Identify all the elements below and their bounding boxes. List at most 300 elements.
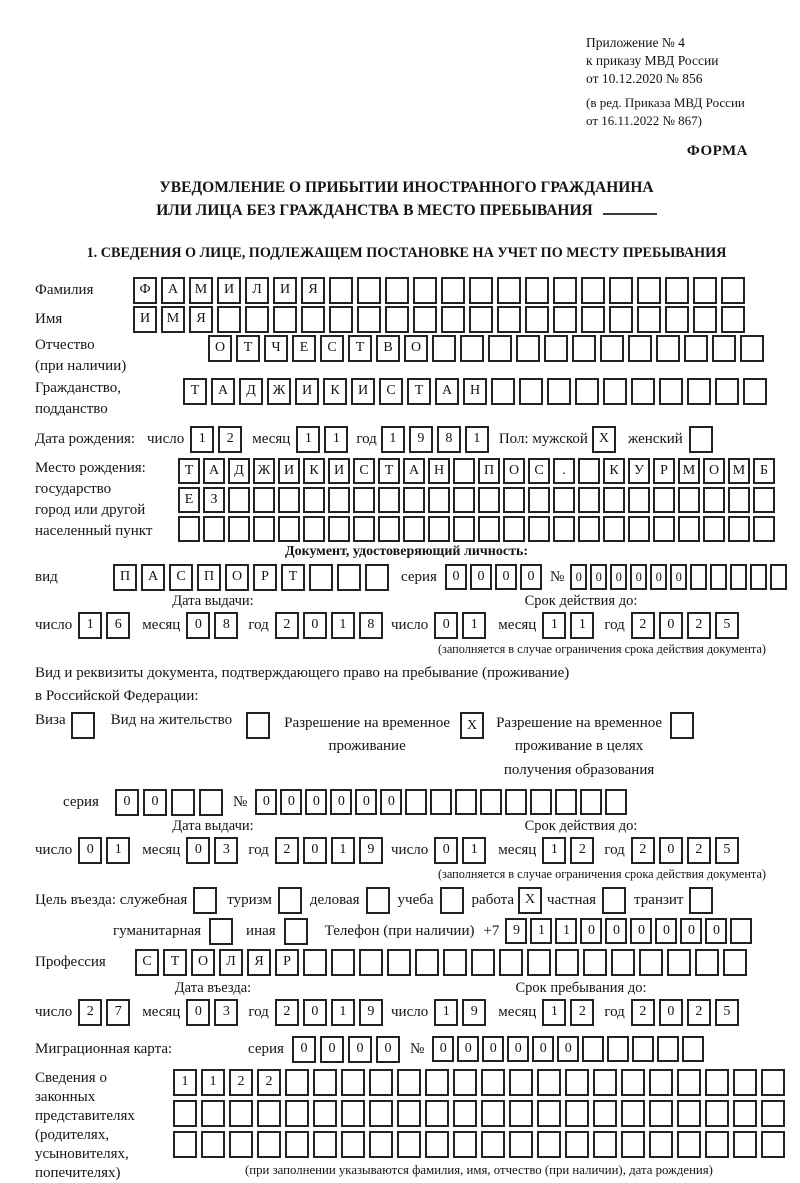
checkbox-sex-male[interactable]: X: [592, 426, 616, 453]
char-box[interactable]: [730, 564, 747, 590]
char-box[interactable]: 0: [292, 1036, 316, 1063]
char-box[interactable]: 2: [275, 837, 299, 864]
char-box[interactable]: [632, 1036, 654, 1062]
char-box[interactable]: [593, 1069, 617, 1096]
char-box[interactable]: 1: [106, 837, 130, 864]
char-box[interactable]: [385, 306, 409, 333]
char-box[interactable]: 0: [630, 564, 647, 590]
char-box[interactable]: [353, 487, 375, 513]
char-box[interactable]: [481, 1069, 505, 1096]
char-box[interactable]: [428, 487, 450, 513]
char-box[interactable]: [453, 516, 475, 542]
char-box[interactable]: Т: [378, 458, 400, 484]
char-box[interactable]: [572, 335, 596, 362]
char-box[interactable]: [413, 277, 437, 304]
char-box[interactable]: 0: [520, 564, 542, 590]
char-box[interactable]: [728, 487, 750, 513]
char-box[interactable]: 0: [650, 564, 667, 590]
char-box[interactable]: [703, 487, 725, 513]
char-box[interactable]: О: [191, 949, 215, 976]
char-box[interactable]: 0: [670, 564, 687, 590]
checkbox-purpose-official[interactable]: [193, 887, 217, 914]
char-box[interactable]: З: [203, 487, 225, 513]
char-box[interactable]: 0: [434, 612, 458, 639]
char-box[interactable]: [301, 306, 325, 333]
char-box[interactable]: [455, 789, 477, 815]
char-box[interactable]: [313, 1069, 337, 1096]
char-box[interactable]: Л: [219, 949, 243, 976]
char-box[interactable]: [203, 516, 225, 542]
char-box[interactable]: И: [217, 277, 241, 304]
char-box[interactable]: 0: [655, 918, 677, 944]
char-box[interactable]: [228, 487, 250, 513]
char-box[interactable]: [178, 516, 200, 542]
char-box[interactable]: 2: [631, 999, 655, 1026]
char-box[interactable]: [229, 1131, 253, 1158]
char-box[interactable]: [705, 1069, 729, 1096]
char-box[interactable]: 2: [570, 837, 594, 864]
char-box[interactable]: [649, 1100, 673, 1127]
char-box[interactable]: 2: [275, 612, 299, 639]
char-box[interactable]: П: [197, 564, 221, 591]
char-box[interactable]: [341, 1069, 365, 1096]
char-box[interactable]: [603, 378, 627, 405]
char-box[interactable]: [682, 1036, 704, 1062]
char-box[interactable]: 0: [532, 1036, 554, 1062]
char-box[interactable]: О: [225, 564, 249, 591]
char-box[interactable]: [665, 306, 689, 333]
char-box[interactable]: 0: [659, 612, 683, 639]
char-box[interactable]: [695, 949, 719, 976]
char-box[interactable]: [653, 487, 675, 513]
char-box[interactable]: [397, 1131, 421, 1158]
char-box[interactable]: 1: [530, 918, 552, 944]
char-box[interactable]: [378, 487, 400, 513]
char-box[interactable]: [257, 1131, 281, 1158]
char-box[interactable]: [329, 306, 353, 333]
char-box[interactable]: А: [211, 378, 235, 405]
checkbox-temp-residence[interactable]: X: [460, 712, 484, 739]
char-box[interactable]: [690, 564, 707, 590]
char-box[interactable]: [303, 516, 325, 542]
char-box[interactable]: 0: [705, 918, 727, 944]
char-box[interactable]: 2: [631, 837, 655, 864]
char-box[interactable]: [553, 277, 577, 304]
char-box[interactable]: [432, 335, 456, 362]
char-box[interactable]: [519, 378, 543, 405]
char-box[interactable]: 0: [570, 564, 587, 590]
char-box[interactable]: [460, 335, 484, 362]
char-box[interactable]: А: [161, 277, 185, 304]
char-box[interactable]: 0: [432, 1036, 454, 1062]
char-box[interactable]: О: [503, 458, 525, 484]
char-box[interactable]: [628, 335, 652, 362]
char-box[interactable]: [173, 1100, 197, 1127]
char-box[interactable]: [385, 277, 409, 304]
char-box[interactable]: 0: [320, 1036, 344, 1063]
char-box[interactable]: Т: [178, 458, 200, 484]
char-box[interactable]: 0: [186, 837, 210, 864]
char-box[interactable]: [497, 277, 521, 304]
char-box[interactable]: [425, 1131, 449, 1158]
char-box[interactable]: И: [133, 306, 157, 333]
char-box[interactable]: 1: [331, 837, 355, 864]
char-box[interactable]: [678, 487, 700, 513]
char-box[interactable]: 1: [190, 426, 214, 453]
char-box[interactable]: [628, 516, 650, 542]
char-box[interactable]: [201, 1100, 225, 1127]
char-box[interactable]: П: [113, 564, 137, 591]
char-box[interactable]: 1: [78, 612, 102, 639]
char-box[interactable]: 1: [434, 999, 458, 1026]
char-box[interactable]: Ж: [267, 378, 291, 405]
char-box[interactable]: 0: [355, 789, 377, 815]
char-box[interactable]: [733, 1069, 757, 1096]
char-box[interactable]: 2: [687, 999, 711, 1026]
char-box[interactable]: [578, 458, 600, 484]
char-box[interactable]: [761, 1069, 785, 1096]
char-box[interactable]: [656, 335, 680, 362]
char-box[interactable]: [285, 1100, 309, 1127]
char-box[interactable]: [639, 949, 663, 976]
char-box[interactable]: 0: [330, 789, 352, 815]
char-box[interactable]: [605, 789, 627, 815]
char-box[interactable]: [369, 1131, 393, 1158]
char-box[interactable]: [303, 487, 325, 513]
char-box[interactable]: [328, 516, 350, 542]
char-box[interactable]: [469, 306, 493, 333]
char-box[interactable]: [403, 516, 425, 542]
char-box[interactable]: Д: [228, 458, 250, 484]
char-box[interactable]: [753, 516, 775, 542]
char-box[interactable]: С: [135, 949, 159, 976]
char-box[interactable]: 0: [78, 837, 102, 864]
char-box[interactable]: [621, 1100, 645, 1127]
char-box[interactable]: [603, 516, 625, 542]
char-box[interactable]: С: [528, 458, 550, 484]
char-box[interactable]: [637, 306, 661, 333]
char-box[interactable]: [710, 564, 727, 590]
char-box[interactable]: [607, 1036, 629, 1062]
char-box[interactable]: 9: [409, 426, 433, 453]
char-box[interactable]: И: [278, 458, 300, 484]
char-box[interactable]: 2: [275, 999, 299, 1026]
char-box[interactable]: [503, 487, 525, 513]
char-box[interactable]: Н: [428, 458, 450, 484]
char-box[interactable]: [530, 789, 552, 815]
char-box[interactable]: [537, 1069, 561, 1096]
char-box[interactable]: 2: [229, 1069, 253, 1096]
char-box[interactable]: [665, 277, 689, 304]
char-box[interactable]: 5: [715, 612, 739, 639]
char-box[interactable]: [578, 487, 600, 513]
char-box[interactable]: [415, 949, 439, 976]
char-box[interactable]: [413, 306, 437, 333]
char-box[interactable]: И: [273, 277, 297, 304]
char-box[interactable]: 1: [570, 612, 594, 639]
char-box[interactable]: Е: [178, 487, 200, 513]
char-box[interactable]: [491, 378, 515, 405]
char-box[interactable]: [693, 277, 717, 304]
char-box[interactable]: О: [208, 335, 232, 362]
char-box[interactable]: [581, 306, 605, 333]
char-box[interactable]: [441, 277, 465, 304]
char-box[interactable]: [631, 378, 655, 405]
char-box[interactable]: [761, 1100, 785, 1127]
char-box[interactable]: [313, 1131, 337, 1158]
checkbox-temp-residence-education[interactable]: [670, 712, 694, 739]
char-box[interactable]: [499, 949, 523, 976]
char-box[interactable]: [528, 516, 550, 542]
char-box[interactable]: [621, 1131, 645, 1158]
char-box[interactable]: [505, 789, 527, 815]
char-box[interactable]: [527, 949, 551, 976]
char-box[interactable]: Е: [292, 335, 316, 362]
char-box[interactable]: [229, 1100, 253, 1127]
char-box[interactable]: К: [303, 458, 325, 484]
char-box[interactable]: Д: [239, 378, 263, 405]
char-box[interactable]: Я: [189, 306, 213, 333]
char-box[interactable]: М: [678, 458, 700, 484]
char-box[interactable]: 2: [218, 426, 242, 453]
char-box[interactable]: С: [379, 378, 403, 405]
char-box[interactable]: 0: [507, 1036, 529, 1062]
char-box[interactable]: 2: [687, 612, 711, 639]
char-box[interactable]: [403, 487, 425, 513]
char-box[interactable]: 9: [462, 999, 486, 1026]
char-box[interactable]: [328, 487, 350, 513]
char-box[interactable]: [425, 1100, 449, 1127]
char-box[interactable]: [369, 1100, 393, 1127]
char-box[interactable]: [443, 949, 467, 976]
char-box[interactable]: [730, 918, 752, 944]
char-box[interactable]: Т: [163, 949, 187, 976]
char-box[interactable]: [537, 1100, 561, 1127]
char-box[interactable]: 1: [331, 999, 355, 1026]
char-box[interactable]: 2: [78, 999, 102, 1026]
char-box[interactable]: 9: [505, 918, 527, 944]
char-box[interactable]: [478, 516, 500, 542]
char-box[interactable]: [201, 1131, 225, 1158]
char-box[interactable]: [750, 564, 767, 590]
char-box[interactable]: 5: [715, 999, 739, 1026]
char-box[interactable]: Р: [253, 564, 277, 591]
char-box[interactable]: [430, 789, 452, 815]
char-box[interactable]: 5: [715, 837, 739, 864]
char-box[interactable]: [509, 1131, 533, 1158]
char-box[interactable]: 0: [495, 564, 517, 590]
char-box[interactable]: [509, 1100, 533, 1127]
char-box[interactable]: 0: [482, 1036, 504, 1062]
char-box[interactable]: 0: [348, 1036, 372, 1063]
char-box[interactable]: [580, 789, 602, 815]
char-box[interactable]: [337, 564, 361, 591]
char-box[interactable]: [537, 1131, 561, 1158]
char-box[interactable]: 0: [305, 789, 327, 815]
char-box[interactable]: [469, 277, 493, 304]
char-box[interactable]: [609, 306, 633, 333]
char-box[interactable]: А: [203, 458, 225, 484]
char-box[interactable]: [309, 564, 333, 591]
char-box[interactable]: [678, 516, 700, 542]
char-box[interactable]: 1: [324, 426, 348, 453]
char-box[interactable]: [273, 306, 297, 333]
char-box[interactable]: 0: [610, 564, 627, 590]
char-box[interactable]: [740, 335, 764, 362]
char-box[interactable]: Т: [183, 378, 207, 405]
char-box[interactable]: Т: [236, 335, 260, 362]
char-box[interactable]: [653, 516, 675, 542]
char-box[interactable]: 0: [457, 1036, 479, 1062]
char-box[interactable]: 0: [445, 564, 467, 590]
char-box[interactable]: 0: [659, 999, 683, 1026]
char-box[interactable]: [705, 1100, 729, 1127]
char-box[interactable]: [582, 1036, 604, 1062]
char-box[interactable]: [365, 564, 389, 591]
char-box[interactable]: [525, 306, 549, 333]
char-box[interactable]: 8: [437, 426, 461, 453]
char-box[interactable]: [397, 1069, 421, 1096]
checkbox-purpose-study[interactable]: [440, 887, 464, 914]
char-box[interactable]: [600, 335, 624, 362]
char-box[interactable]: Л: [245, 277, 269, 304]
char-box[interactable]: Т: [281, 564, 305, 591]
char-box[interactable]: [369, 1069, 393, 1096]
char-box[interactable]: 1: [462, 837, 486, 864]
char-box[interactable]: Р: [275, 949, 299, 976]
char-box[interactable]: [217, 306, 241, 333]
char-box[interactable]: [649, 1069, 673, 1096]
char-box[interactable]: [621, 1069, 645, 1096]
char-box[interactable]: [555, 949, 579, 976]
char-box[interactable]: [565, 1069, 589, 1096]
char-box[interactable]: [245, 306, 269, 333]
char-box[interactable]: 3: [214, 999, 238, 1026]
char-box[interactable]: 8: [214, 612, 238, 639]
char-box[interactable]: 0: [115, 789, 139, 816]
char-box[interactable]: [228, 516, 250, 542]
char-box[interactable]: И: [351, 378, 375, 405]
char-box[interactable]: [578, 516, 600, 542]
char-box[interactable]: 0: [380, 789, 402, 815]
char-box[interactable]: 1: [465, 426, 489, 453]
char-box[interactable]: [331, 949, 355, 976]
char-box[interactable]: 2: [257, 1069, 281, 1096]
char-box[interactable]: [313, 1100, 337, 1127]
char-box[interactable]: [378, 516, 400, 542]
char-box[interactable]: 1: [542, 999, 566, 1026]
char-box[interactable]: [453, 1131, 477, 1158]
char-box[interactable]: 0: [580, 918, 602, 944]
char-box[interactable]: [278, 516, 300, 542]
char-box[interactable]: П: [478, 458, 500, 484]
char-box[interactable]: И: [295, 378, 319, 405]
char-box[interactable]: Ф: [133, 277, 157, 304]
char-box[interactable]: [480, 789, 502, 815]
char-box[interactable]: О: [703, 458, 725, 484]
char-box[interactable]: [733, 1100, 757, 1127]
char-box[interactable]: 6: [106, 612, 130, 639]
char-box[interactable]: [565, 1131, 589, 1158]
char-box[interactable]: 0: [280, 789, 302, 815]
char-box[interactable]: [516, 335, 540, 362]
char-box[interactable]: 2: [631, 612, 655, 639]
char-box[interactable]: [453, 1100, 477, 1127]
char-box[interactable]: [770, 564, 787, 590]
char-box[interactable]: [677, 1131, 701, 1158]
char-box[interactable]: [503, 516, 525, 542]
char-box[interactable]: [637, 277, 661, 304]
char-box[interactable]: [628, 487, 650, 513]
char-box[interactable]: Я: [301, 277, 325, 304]
char-box[interactable]: [677, 1069, 701, 1096]
char-box[interactable]: Я: [247, 949, 271, 976]
char-box[interactable]: [199, 789, 223, 816]
checkbox-residence-permit[interactable]: [246, 712, 270, 739]
char-box[interactable]: [428, 516, 450, 542]
char-box[interactable]: [743, 378, 767, 405]
char-box[interactable]: 0: [143, 789, 167, 816]
char-box[interactable]: [387, 949, 411, 976]
char-box[interactable]: [553, 516, 575, 542]
char-box[interactable]: [553, 306, 577, 333]
checkbox-purpose-transit[interactable]: [689, 887, 713, 914]
char-box[interactable]: 1: [462, 612, 486, 639]
char-box[interactable]: [677, 1100, 701, 1127]
char-box[interactable]: [173, 1131, 197, 1158]
char-box[interactable]: 1: [542, 837, 566, 864]
char-box[interactable]: 0: [590, 564, 607, 590]
char-box[interactable]: 9: [359, 999, 383, 1026]
char-box[interactable]: 9: [359, 837, 383, 864]
char-box[interactable]: К: [323, 378, 347, 405]
char-box[interactable]: [453, 458, 475, 484]
char-box[interactable]: [481, 1100, 505, 1127]
char-box[interactable]: 0: [557, 1036, 579, 1062]
checkbox-purpose-other[interactable]: [284, 918, 308, 945]
char-box[interactable]: [715, 378, 739, 405]
char-box[interactable]: [609, 277, 633, 304]
char-box[interactable]: М: [728, 458, 750, 484]
char-box[interactable]: [723, 949, 747, 976]
char-box[interactable]: [705, 1131, 729, 1158]
char-box[interactable]: [341, 1131, 365, 1158]
char-box[interactable]: Ч: [264, 335, 288, 362]
char-box[interactable]: А: [435, 378, 459, 405]
char-box[interactable]: [553, 487, 575, 513]
char-box[interactable]: О: [404, 335, 428, 362]
char-box[interactable]: 0: [630, 918, 652, 944]
char-box[interactable]: 1: [296, 426, 320, 453]
char-box[interactable]: [405, 789, 427, 815]
char-box[interactable]: Б: [753, 458, 775, 484]
char-box[interactable]: [593, 1131, 617, 1158]
char-box[interactable]: [687, 378, 711, 405]
char-box[interactable]: [712, 335, 736, 362]
char-box[interactable]: К: [603, 458, 625, 484]
char-box[interactable]: [441, 306, 465, 333]
char-box[interactable]: 0: [186, 612, 210, 639]
char-box[interactable]: [581, 277, 605, 304]
char-box[interactable]: [583, 949, 607, 976]
char-box[interactable]: 0: [303, 612, 327, 639]
char-box[interactable]: 1: [331, 612, 355, 639]
char-box[interactable]: [544, 335, 568, 362]
char-box[interactable]: [649, 1131, 673, 1158]
char-box[interactable]: [667, 949, 691, 976]
checkbox-purpose-humanitarian[interactable]: [209, 918, 233, 945]
char-box[interactable]: 1: [542, 612, 566, 639]
